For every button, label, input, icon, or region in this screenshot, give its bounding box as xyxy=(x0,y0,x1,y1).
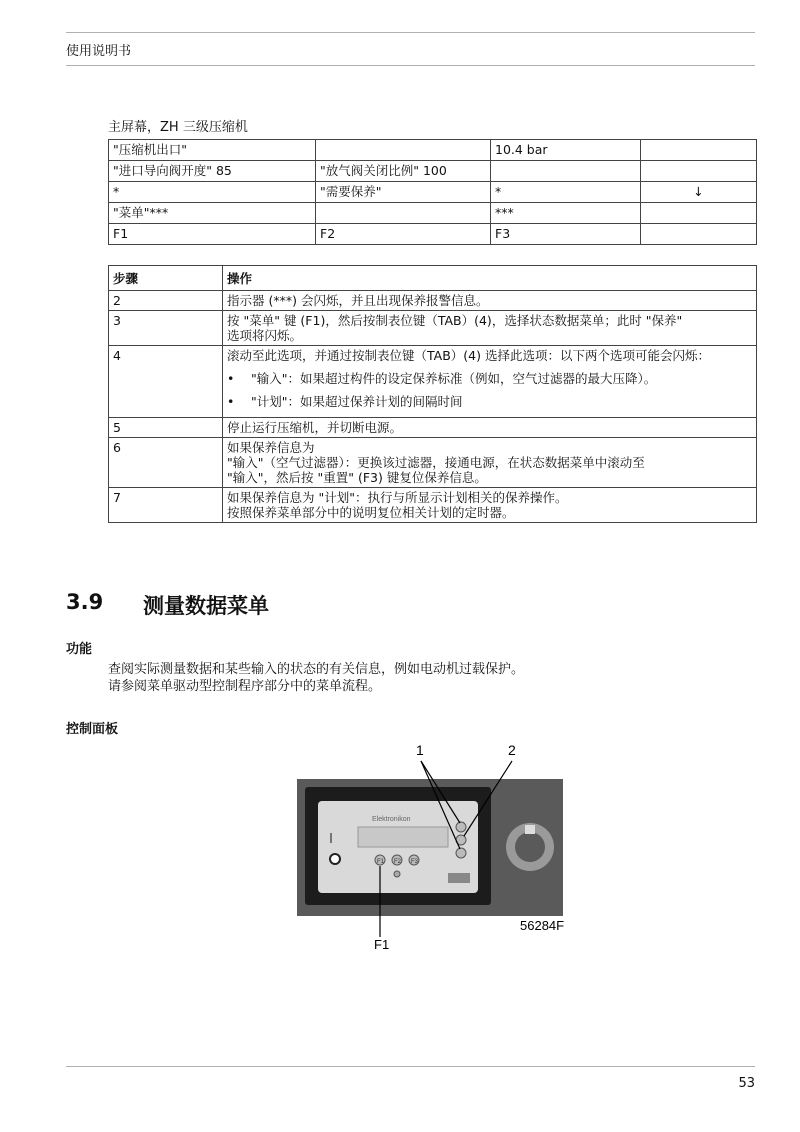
step-action-line: 停止运行压缩机，并切断电源。 xyxy=(227,420,403,435)
step-number: 5 xyxy=(109,418,223,438)
screen-table-cell: F1 xyxy=(109,224,316,245)
step-number: 4 xyxy=(109,346,223,418)
screen-table-cell xyxy=(316,203,491,224)
step-action xyxy=(223,346,757,418)
step-number: 3 xyxy=(109,311,223,346)
step-action-line: 滚动至此选项，并通过按制表位键（TAB）(4) 选择此选项：以下两个选项可能会闪烁： xyxy=(227,348,710,363)
screen-table-row xyxy=(109,224,757,245)
header-bottom-rule xyxy=(66,65,755,66)
screen-table-row xyxy=(109,140,757,161)
document-title: 使用说明书 xyxy=(66,44,132,59)
steps-table-row xyxy=(109,346,757,418)
section-title: 测量数据菜单 xyxy=(143,594,269,618)
steps-table-row xyxy=(109,438,757,488)
main-screen-table xyxy=(108,139,757,245)
screen-caption: 主屏幕，ZH 三级压缩机 xyxy=(108,120,248,135)
page-number: 53 xyxy=(738,1076,755,1091)
screen-table-cell: F3 xyxy=(491,224,641,245)
screen-table-cell: ↓ xyxy=(641,182,757,203)
screen-table-row xyxy=(109,182,757,203)
callout-1: 1 xyxy=(416,742,424,758)
steps-table-row xyxy=(109,291,757,311)
panel-heading: 控制面板 xyxy=(66,722,119,737)
down-key xyxy=(456,848,466,858)
screen-table-row xyxy=(109,203,757,224)
screen-table-cell xyxy=(641,161,757,182)
stop-button xyxy=(330,854,340,864)
emergency-stop-center xyxy=(515,832,545,862)
step-action-line: "输入"（空气过滤器）：更换该过滤器，接通电源，在状态数据菜单中滚动至 xyxy=(227,455,645,470)
screen-table-cell: "进口导向阀开度" 85 xyxy=(109,161,316,182)
step-bullet: • "输入"：如果超过构件的设定保养标准（例如，空气过滤器的最大压降）。 xyxy=(227,371,657,386)
figure-id: 56284F xyxy=(520,918,565,933)
f1-callout-label: F1 xyxy=(374,937,390,952)
step-action-line: 指示器 (***) 会闪烁，并且出现保养报警信息。 xyxy=(227,293,489,308)
step-action-line: 选项将闪烁。 xyxy=(227,328,303,343)
step-action xyxy=(223,488,757,523)
screen-table-cell: "需要保养" xyxy=(316,182,491,203)
step-bullet: • "计划"：如果超过保养计划的间隔时间 xyxy=(227,394,463,409)
step-action-line: 如果保养信息为 "计划"：执行与所显示计划相关的保养操作。 xyxy=(227,490,568,505)
header-top-rule xyxy=(66,32,755,33)
step-action xyxy=(223,311,757,346)
screen-table-cell: * xyxy=(109,182,316,203)
screen-table-cell: *** xyxy=(491,203,641,224)
step-number: 7 xyxy=(109,488,223,523)
run-indicator xyxy=(394,871,400,877)
section-number: 3.9 xyxy=(66,590,104,614)
steps-table-row xyxy=(109,311,757,346)
screen-table-cell xyxy=(641,224,757,245)
control-panel-figure xyxy=(0,735,800,975)
screen-table-cell: "菜单"*** xyxy=(109,203,316,224)
warning-sign xyxy=(525,825,535,834)
function-line-1: 查阅实际测量数据和某些输入的状态的有关信息，例如电动机过载保护。 xyxy=(108,662,525,677)
footer-rule xyxy=(66,1066,755,1067)
brand-label: Elektronikon xyxy=(372,816,411,823)
steps-table-row xyxy=(109,418,757,438)
step-action xyxy=(223,291,757,311)
maker-logo xyxy=(448,873,470,883)
steps-header-step: 步骤 xyxy=(109,266,223,291)
screen-table-cell: "放气阀关闭比例" 100 xyxy=(316,161,491,182)
step-action-line: 如果保养信息为 xyxy=(227,440,315,455)
step-action xyxy=(223,418,757,438)
screen-table-cell xyxy=(641,203,757,224)
f1-key-label: F1 xyxy=(377,859,385,865)
steps-header-action: 操作 xyxy=(223,266,757,291)
up-key xyxy=(456,822,466,832)
step-action-line: "输入"，然后按 "重置" (F3) 键复位保养信息。 xyxy=(227,470,487,485)
screen-table-cell xyxy=(641,140,757,161)
step-action-line: 按 "菜单" 键 (F1)，然后按制表位键（TAB）(4)，选择状态数据菜单；此时 "保养" xyxy=(227,313,683,328)
screen-table-cell xyxy=(491,161,641,182)
screen-table-cell: 10.4 bar xyxy=(491,140,641,161)
step-number: 6 xyxy=(109,438,223,488)
f3-key-label: F3 xyxy=(411,859,419,865)
screen-table-cell: "压缩机出口" xyxy=(109,140,316,161)
step-number: 2 xyxy=(109,291,223,311)
screen-table-cell xyxy=(316,140,491,161)
step-action xyxy=(223,438,757,488)
function-heading: 功能 xyxy=(66,642,93,657)
display-window xyxy=(358,827,448,847)
steps-table xyxy=(108,265,757,523)
function-line-2: 请参阅菜单驱动型控制程序部分中的菜单流程。 xyxy=(108,679,382,694)
screen-table-cell: F2 xyxy=(316,224,491,245)
screen-table-row xyxy=(109,161,757,182)
callout-2: 2 xyxy=(508,742,516,758)
step-action-line: 按照保养菜单部分中的说明复位相关计划的定时器。 xyxy=(227,505,515,520)
screen-table-cell: * xyxy=(491,182,641,203)
steps-table-row xyxy=(109,488,757,523)
f2-key-label: F2 xyxy=(394,859,402,865)
